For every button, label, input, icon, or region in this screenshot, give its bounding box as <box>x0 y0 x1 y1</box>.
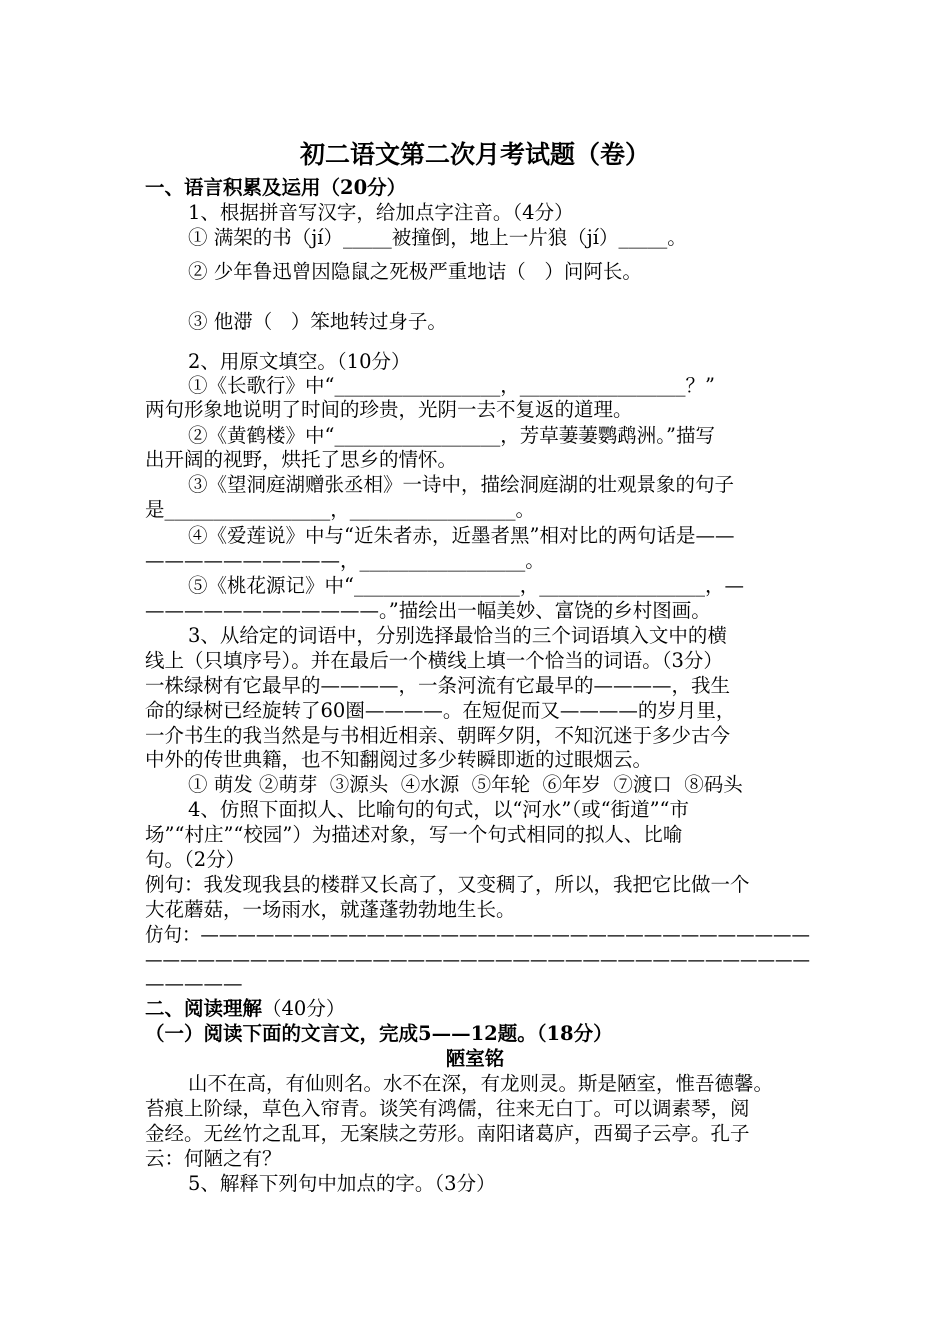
section2-heading-score: （40分） <box>262 997 346 1020</box>
q1-item3-text-b: （ ）笨地转过身子。 <box>252 310 447 333</box>
q2-item1-line2: 两句形象地说明了时间的珍贵，光阴一去不复返的道理。 <box>145 398 633 421</box>
q3-line5: 一介书生的我当然是与书相近相亲、朝晖夕阴，不知沉迷于多少古今 <box>145 724 731 747</box>
q2-item5-line1: ⑤《桃花源记》中“_________________，_________________，— <box>188 574 744 597</box>
q2-item1-line1: ①《长歌行》中“_________________，_________________？” <box>188 374 715 397</box>
passage-line2: 苔痕上阶绿，草色入帘青。谈笑有鸿儒，往来无白丁。可以调素琴，阅 <box>145 1097 750 1120</box>
q1-item2-text-a: ② 少年鲁迅曾因隐鼠之死极严重地 <box>188 260 487 283</box>
q2-item2-line2: 出开阔的视野，烘托了思乡的情怀。 <box>145 448 458 471</box>
q1-item2 <box>188 260 642 284</box>
q4-example-line2: 大花蘑菇，一场雨水，就蓬蓬勃勃地生长。 <box>145 898 516 921</box>
q3-line2: 线上（只填序号）。并在最后一个横线上填一个恰当的词语。（3分） <box>145 649 723 672</box>
q4-line3: 句。（2分） <box>145 848 246 871</box>
q2-item5-line2: ————————————。”描绘出一幅美妙、富饶的乡村图画。 <box>145 599 711 622</box>
q3-options: ① 萌发 ②萌芽 ③源头 ④水源 ⑤年轮 ⑥年岁 ⑦渡口 ⑧码头 <box>188 773 743 796</box>
q3-line4: 命的绿树已经旋转了60圈————。在短促而又————的岁月里， <box>145 699 736 722</box>
q2-item3-line2: 是_________________，_________________。 <box>145 498 535 521</box>
passage-title: 陋室铭 <box>445 1047 505 1070</box>
dotted-char-zhi: 滞 <box>233 310 253 333</box>
section2-heading-title: 二、阅读理解 <box>145 997 263 1020</box>
q2-item2-line1: ②《黄鹤楼》中“_________________，芳草萋萋鹦鹉洲。”描写 <box>188 424 715 447</box>
dotted-char-jie: 诘 <box>486 260 507 283</box>
passage-line3: 金经。无丝竹之乱耳，无案牍之劳形。南阳诸葛庐，西蜀子云亭。孔子 <box>145 1122 750 1145</box>
q5-stem: 5、解释下列句中加点的字。（3分） <box>188 1172 496 1195</box>
q1-item3 <box>188 310 447 334</box>
q2-item3-line1: ③《望洞庭湖赠张丞相》一诗中，描绘洞庭湖的壮观景象的句子 <box>188 473 735 496</box>
q1-item1: ① 满架的书（jí）_____被撞倒，地上一片狼（jí）_____。 <box>188 226 687 249</box>
section2-heading <box>145 997 345 1021</box>
q4-line1: 4、仿照下面拟人、比喻句的句式，以“河水”（或“街道”“市 <box>188 798 690 821</box>
section1-heading: 一、语言积累及运用（20分） <box>145 176 407 199</box>
q3-line3: 一株绿树有它最早的————，一条河流有它最早的————，我生 <box>145 674 731 697</box>
passage-line4: 云：何陋之有？ <box>145 1147 282 1170</box>
q1-item3-text-a: ③ 他 <box>188 310 234 333</box>
q3-line6: 中外的传世典籍，也不知翻阅过多少转瞬即逝的过眼烟云。 <box>145 748 653 771</box>
q1-stem: 1、根据拼音写汉字，给加点字注音。（4分） <box>188 201 574 224</box>
passage-line1: 山不在高，有仙则名。水不在深，有龙则灵。斯是陋室，惟吾德馨。 <box>188 1072 774 1095</box>
section2-sub-heading: （一）阅读下面的文言文，完成5——12题。（18分） <box>145 1022 613 1045</box>
q2-stem: 2、用原文填空。（10分） <box>188 350 411 373</box>
page-title: 初二语文第二次月考试题（卷） <box>299 140 650 169</box>
q4-line2: 场”“村庄”“校园”）为描述对象，写一个句式相同的拟人、比喻 <box>145 823 683 846</box>
q2-item4-line1: ④《爱莲说》中与“近朱者赤，近墨者黑”相对比的两句话是—— <box>188 524 735 547</box>
q1-item2-text-b: （ ）问阿长。 <box>506 260 642 283</box>
q2-item4-line2: ——————————，_________________。 <box>145 549 545 572</box>
q4-imitation-line: 仿句：————————————————————————————————— <box>145 923 811 946</box>
q4-example-line1: 例句：我发现我县的楼群又长高了，又变稠了，所以，我把它比做一个 <box>145 873 750 896</box>
q4-blank-line3: ————— <box>145 972 243 995</box>
q4-blank-line2: —————————————————————————————————————— <box>145 948 810 971</box>
q3-line1: 3、从给定的词语中，分别选择最恰当的三个词语填入文中的横 <box>188 624 727 647</box>
